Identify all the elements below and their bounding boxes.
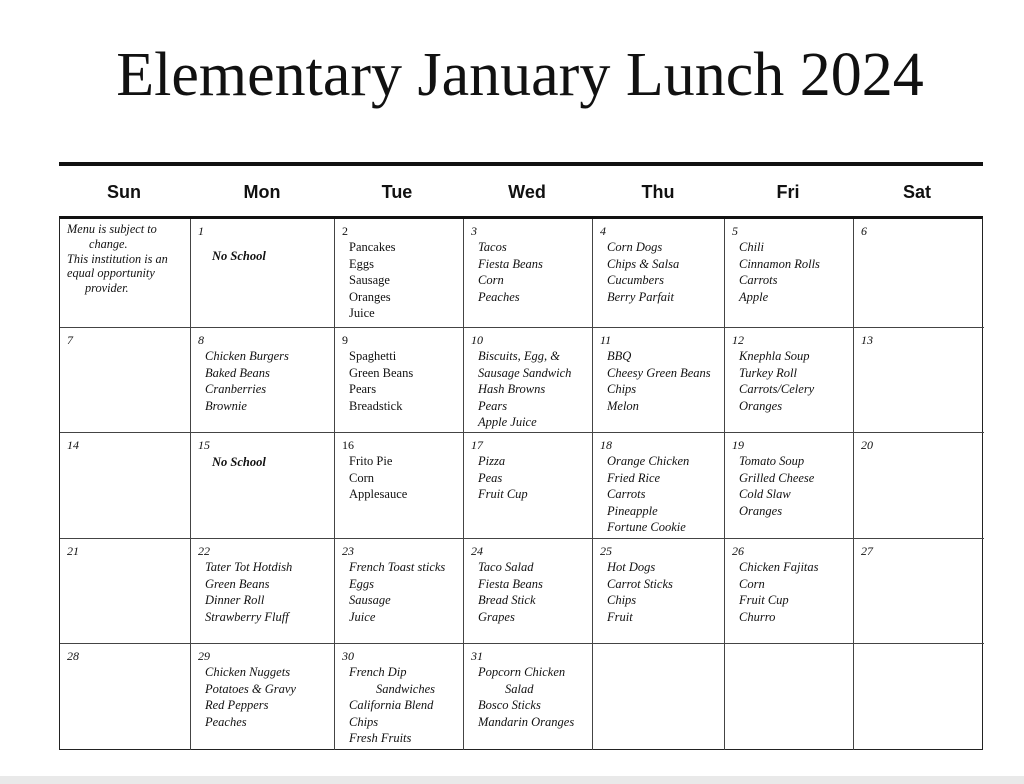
day-cell — [854, 433, 984, 539]
day-cell — [191, 539, 335, 644]
menu-item: Pineapple — [607, 503, 658, 518]
menu-item: Apple — [739, 289, 769, 304]
day-number — [600, 648, 718, 664]
header-rule — [59, 162, 983, 166]
no-school-label: No School — [212, 249, 266, 263]
day-number: 5 — [732, 224, 738, 238]
menu-item: Baked Beans — [205, 365, 270, 380]
day-number: 11 — [600, 333, 612, 347]
day-cell — [593, 644, 725, 750]
menu-item: Bread Stick — [478, 593, 536, 608]
menu-item: Grilled Cheese — [739, 470, 815, 485]
day-cell — [335, 644, 464, 750]
day-cell — [854, 328, 984, 433]
menu-item: Sausage Sandwich — [478, 365, 572, 380]
menu-item: Bosco Sticks — [478, 698, 541, 713]
menu-item: Juice — [349, 609, 376, 624]
menu-item: Corn Dogs — [607, 240, 663, 254]
menu-note: This institution is an — [67, 251, 168, 266]
menu-item: Chips — [607, 593, 637, 608]
day-number: 27 — [861, 544, 873, 558]
day-cell — [593, 219, 725, 328]
menu-item: Fiesta Beans — [478, 576, 543, 591]
day-cell — [593, 433, 725, 539]
menu-item: Turkey Roll — [739, 365, 797, 380]
menu-item: Chicken Fajitas — [739, 560, 819, 574]
day-cell — [593, 328, 725, 433]
menu-item: Tacos — [478, 240, 507, 254]
menu-item: Oranges — [739, 398, 783, 413]
day-number: 15 — [198, 438, 210, 452]
menu-item: Pizza — [478, 454, 506, 468]
menu-item: Green Beans — [205, 576, 270, 591]
day-number: 22 — [198, 544, 210, 558]
day-cell — [725, 328, 854, 433]
day-cell — [854, 539, 984, 644]
menu-item: Popcorn Chicken — [478, 665, 566, 679]
day-cell — [335, 219, 464, 328]
day-cell — [60, 644, 191, 750]
menu-item: Breadstick — [349, 398, 403, 413]
menu-item: Peas — [478, 470, 503, 485]
day-number: 21 — [67, 544, 79, 558]
day-number: 29 — [198, 649, 210, 663]
day-number: 23 — [342, 544, 354, 558]
menu-item: Sausage — [349, 593, 391, 608]
menu-item: Carrots — [607, 487, 646, 502]
calendar-grid — [59, 216, 983, 750]
day-number — [861, 648, 978, 664]
day-number: 17 — [471, 438, 483, 452]
menu-item: Cranberries — [205, 382, 267, 397]
menu-item: Cheesy Green Beans — [607, 365, 711, 380]
day-number: 16 — [342, 438, 354, 452]
day-number: 26 — [732, 544, 744, 558]
day-cell — [464, 539, 593, 644]
menu-item: Corn — [478, 273, 504, 288]
day-number: 14 — [67, 438, 79, 452]
menu-item: Corn — [739, 576, 765, 591]
menu-item: Pancakes — [349, 240, 396, 254]
weekday-thu: Thu — [641, 182, 675, 202]
day-number: 1 — [198, 224, 204, 238]
page-edge — [0, 776, 1024, 784]
day-cell — [60, 219, 191, 328]
day-number: 12 — [732, 333, 744, 347]
menu-item: Corn — [349, 470, 374, 485]
day-cell — [335, 328, 464, 433]
menu-item: Eggs — [349, 256, 374, 271]
menu-item: Cinnamon Rolls — [739, 256, 820, 271]
weekday-fri: Fri — [776, 182, 800, 202]
menu-item: Oranges — [739, 503, 783, 518]
menu-item: Chicken Nuggets — [205, 665, 291, 679]
menu-item: Carrots/Celery — [739, 382, 815, 397]
day-cell — [725, 433, 854, 539]
menu-item: Melon — [607, 398, 639, 413]
day-number: 9 — [342, 333, 348, 347]
day-cell — [60, 539, 191, 644]
menu-item: Hot Dogs — [607, 560, 656, 574]
day-number: 6 — [861, 224, 867, 238]
day-cell — [593, 539, 725, 644]
weekday-mon: Mon — [243, 182, 281, 202]
day-number: 31 — [471, 649, 483, 663]
day-cell — [464, 219, 593, 328]
day-number — [732, 648, 847, 664]
day-cell — [854, 644, 984, 750]
page-title: Elementary January Lunch 2024 — [116, 41, 924, 109]
menu-item: Fiesta Beans — [478, 256, 543, 271]
day-number: 4 — [600, 224, 606, 238]
day-cell — [464, 433, 593, 539]
day-cell — [335, 433, 464, 539]
menu-item: Dinner Roll — [205, 593, 265, 608]
menu-item: French Dip — [349, 665, 407, 679]
day-number: 30 — [342, 649, 354, 663]
menu-item: Green Beans — [349, 365, 414, 380]
day-cell — [464, 328, 593, 433]
day-number: 8 — [198, 333, 204, 347]
menu-item: Carrot Sticks — [607, 576, 673, 591]
menu-item: Fortune Cookie — [607, 520, 686, 535]
menu-item: BBQ — [607, 349, 632, 363]
menu-item: Sausage — [349, 273, 390, 288]
menu-item: Fried Rice — [607, 470, 661, 485]
menu-item: Apple Juice — [478, 415, 537, 430]
menu-item: Oranges — [349, 289, 391, 304]
menu-item: Carrots — [739, 273, 778, 288]
weekday-header — [59, 176, 983, 208]
day-cell — [725, 219, 854, 328]
menu-item: Fruit Cup — [478, 487, 528, 502]
weekday-wed: Wed — [508, 182, 546, 202]
day-number: 24 — [471, 544, 483, 558]
day-number: 3 — [471, 224, 477, 238]
menu-item: Fruit Cup — [739, 593, 789, 608]
menu-item: Orange Chicken — [607, 454, 690, 468]
day-cell — [464, 644, 593, 750]
menu-item: Berry Parfait — [607, 289, 675, 304]
day-number: 19 — [732, 438, 744, 452]
day-cell — [191, 644, 335, 750]
day-number: 10 — [471, 333, 483, 347]
no-school-label: No School — [212, 455, 266, 469]
menu-note: Menu is subject to — [67, 222, 157, 236]
menu-item: Chips — [349, 714, 379, 729]
menu-item: Chicken Burgers — [205, 349, 289, 363]
menu-item: Grapes — [478, 609, 515, 624]
menu-item: Pears — [349, 382, 377, 397]
menu-note: change. — [89, 236, 128, 251]
day-cell — [60, 433, 191, 539]
weekday-sat: Sat — [902, 182, 931, 202]
menu-item: Taco Salad — [478, 560, 534, 574]
weekday-tue: Tue — [381, 182, 413, 202]
menu-item: Cucumbers — [607, 273, 664, 288]
menu-item: Peaches — [478, 289, 520, 304]
day-cell — [725, 539, 854, 644]
menu-item: Applesauce — [349, 487, 408, 502]
menu-item: Brownie — [205, 398, 247, 413]
day-cell — [191, 433, 335, 539]
menu-item: Chips — [607, 382, 637, 397]
menu-note: equal opportunity — [67, 266, 155, 281]
weekday-sun: Sun — [107, 182, 141, 202]
day-cell — [60, 328, 191, 433]
menu-item: Fruit — [607, 609, 633, 624]
day-number: 7 — [67, 333, 73, 347]
menu-item: Mandarin Oranges — [478, 714, 575, 729]
menu-item: Potatoes & Gravy — [205, 681, 296, 696]
menu-item: Tomato Soup — [739, 454, 805, 468]
menu-item: Hash Browns — [478, 382, 546, 397]
day-number: 18 — [600, 438, 612, 452]
menu-item: Spaghetti — [349, 349, 397, 363]
menu-item: Fresh Fruits — [349, 731, 412, 746]
menu-item: Churro — [739, 609, 776, 624]
day-cell — [191, 219, 335, 328]
menu-item: Cold Slaw — [739, 487, 791, 502]
menu-item: Strawberry Fluff — [205, 609, 289, 624]
menu-item: Salad — [505, 681, 534, 696]
menu-note: provider. — [85, 281, 129, 296]
menu-item: Frito Pie — [349, 454, 393, 468]
menu-item: Tater Tot Hotdish — [205, 560, 293, 574]
menu-item: Chili — [739, 240, 765, 254]
menu-item: Biscuits, Egg, & — [478, 349, 560, 363]
day-number: 13 — [861, 333, 873, 347]
menu-item: Red Peppers — [205, 698, 269, 713]
menu-item: Knephla Soup — [739, 349, 810, 363]
menu-item: California Blend — [349, 698, 434, 713]
day-number: 25 — [600, 544, 612, 558]
day-number: 28 — [67, 649, 79, 663]
menu-item: Pears — [478, 398, 508, 413]
day-number: 2 — [342, 224, 348, 238]
day-number: 20 — [861, 438, 873, 452]
menu-item: Chips & Salsa — [607, 256, 680, 271]
menu-item: Eggs — [349, 576, 374, 591]
day-cell — [725, 644, 854, 750]
day-cell — [335, 539, 464, 644]
day-cell — [191, 328, 335, 433]
day-cell — [854, 219, 984, 328]
menu-item: Juice — [349, 306, 375, 321]
menu-item: French Toast sticks — [349, 560, 446, 574]
menu-item: Sandwiches — [376, 681, 436, 696]
menu-item: Peaches — [205, 714, 247, 729]
